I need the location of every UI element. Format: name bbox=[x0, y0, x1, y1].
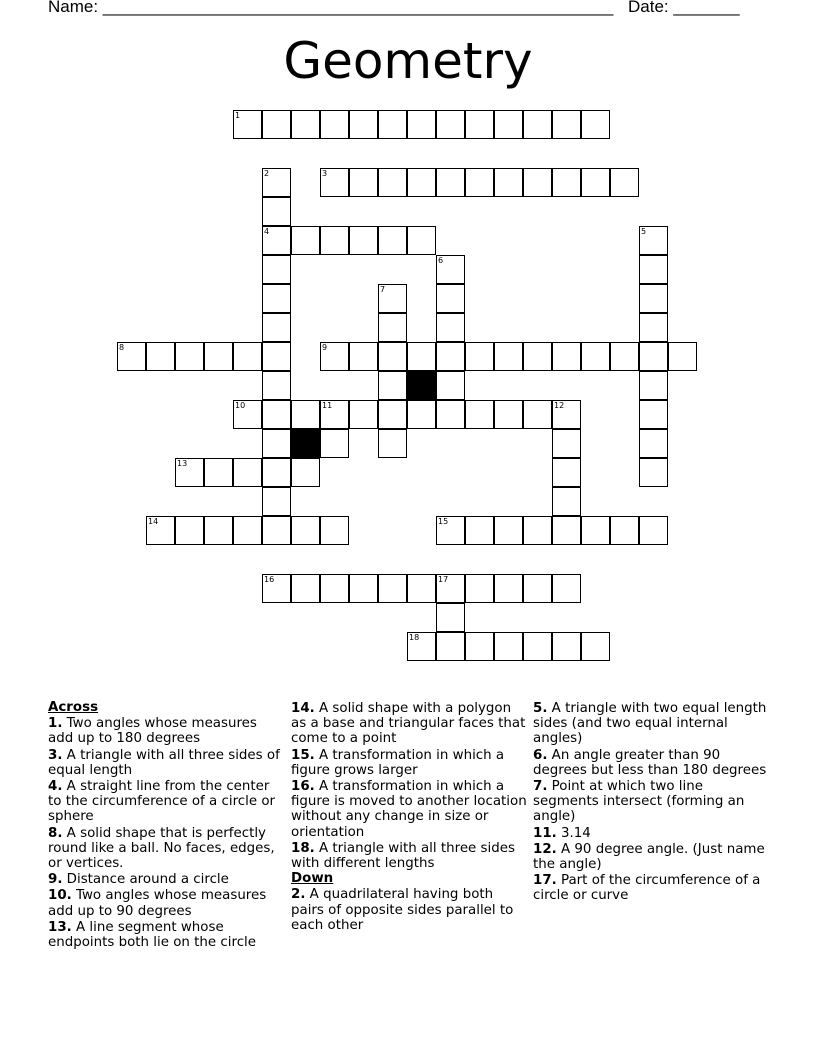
grid-cell[interactable] bbox=[407, 168, 436, 197]
grid-cell[interactable] bbox=[349, 342, 378, 371]
grid-cell[interactable] bbox=[552, 342, 581, 371]
grid-cell[interactable] bbox=[436, 284, 465, 313]
grid-cell[interactable] bbox=[465, 342, 494, 371]
clue-section-heading: Down bbox=[291, 871, 334, 887]
grid-cell[interactable] bbox=[349, 574, 378, 603]
clue-number: 15 bbox=[438, 517, 449, 526]
grid-cell[interactable] bbox=[262, 516, 291, 545]
black-square bbox=[291, 429, 320, 458]
clue-item-number: 1. bbox=[48, 716, 63, 732]
grid-cell[interactable] bbox=[262, 342, 291, 371]
grid-cell[interactable] bbox=[436, 313, 465, 342]
grid-cell[interactable] bbox=[523, 632, 552, 661]
grid-cell[interactable] bbox=[523, 574, 552, 603]
grid-cell[interactable] bbox=[378, 371, 407, 400]
clue-section-heading: Across bbox=[48, 700, 99, 715]
clue-item bbox=[48, 779, 284, 825]
grid-cell[interactable] bbox=[465, 632, 494, 661]
grid-cell[interactable] bbox=[320, 226, 349, 255]
grid-cell[interactable] bbox=[146, 516, 175, 545]
clue-item-text: A transformation in which a figure is moved to another location without any change in size or orientation bbox=[291, 779, 527, 840]
grid-cell[interactable] bbox=[378, 313, 407, 342]
grid-cell[interactable] bbox=[320, 516, 349, 545]
grid-cell[interactable] bbox=[436, 168, 465, 197]
grid-cell[interactable] bbox=[407, 110, 436, 139]
clue-item-number: 8. bbox=[48, 825, 63, 841]
clue-item-text: A 90 degree angle. (Just name the angle) bbox=[533, 841, 765, 873]
grid-cell[interactable] bbox=[494, 168, 523, 197]
clue-column-1 bbox=[48, 700, 284, 950]
clue-item-text: Point at which two line segments intersect (forming an angle) bbox=[533, 779, 745, 825]
grid-cell[interactable] bbox=[291, 516, 320, 545]
clue-item bbox=[533, 842, 769, 872]
clue-item-number: 6. bbox=[533, 747, 548, 763]
clue-column-3 bbox=[533, 700, 769, 904]
grid-cell[interactable] bbox=[262, 487, 291, 516]
grid-cell[interactable] bbox=[523, 168, 552, 197]
grid-cell[interactable] bbox=[436, 371, 465, 400]
clue-number: 10 bbox=[235, 401, 246, 410]
clue-item-number: 3. bbox=[48, 747, 63, 763]
grid-cell[interactable] bbox=[175, 516, 204, 545]
grid-cell[interactable] bbox=[523, 400, 552, 429]
grid-cell[interactable] bbox=[175, 342, 204, 371]
grid-cell[interactable] bbox=[204, 458, 233, 487]
grid-cell[interactable] bbox=[436, 574, 465, 603]
clue-number: 8 bbox=[119, 343, 125, 352]
grid-cell[interactable] bbox=[262, 110, 291, 139]
clue-item-number: 18. bbox=[291, 840, 315, 856]
clue-item bbox=[291, 701, 527, 747]
clue-item-number: 11. bbox=[533, 825, 557, 841]
grid-cell[interactable] bbox=[262, 284, 291, 313]
page-title: Geometry bbox=[283, 32, 533, 90]
clue-item bbox=[48, 872, 284, 887]
clue-item-text: A triangle with all three sides with different lengths bbox=[291, 840, 515, 872]
grid-cell[interactable] bbox=[639, 516, 668, 545]
grid-cell[interactable] bbox=[639, 284, 668, 313]
grid-cell[interactable] bbox=[465, 400, 494, 429]
grid-cell[interactable] bbox=[465, 574, 494, 603]
clue-item-text: 3.14 bbox=[561, 825, 591, 841]
grid-cell[interactable] bbox=[262, 458, 291, 487]
clue-number: 9 bbox=[322, 343, 328, 352]
clue-item bbox=[291, 887, 527, 933]
clue-number: 3 bbox=[322, 169, 328, 178]
grid-cell[interactable] bbox=[378, 342, 407, 371]
grid-cell[interactable] bbox=[291, 226, 320, 255]
grid-cell[interactable] bbox=[465, 168, 494, 197]
grid-cell[interactable] bbox=[378, 429, 407, 458]
grid-cell[interactable] bbox=[610, 516, 639, 545]
clue-item bbox=[48, 716, 284, 746]
clue-item bbox=[48, 748, 284, 778]
clue-item bbox=[48, 826, 284, 872]
grid-cell[interactable] bbox=[320, 429, 349, 458]
grid-cell[interactable] bbox=[204, 342, 233, 371]
grid-cell[interactable] bbox=[378, 284, 407, 313]
clue-item-text: A solid shape with a polygon as a base and triangular faces that come to a point bbox=[291, 701, 526, 747]
clue-number: 4 bbox=[264, 227, 270, 236]
clue-number: 7 bbox=[380, 285, 386, 294]
grid-cell[interactable] bbox=[494, 632, 523, 661]
grid-cell[interactable] bbox=[291, 574, 320, 603]
grid-cell[interactable] bbox=[436, 603, 465, 632]
grid-cell[interactable] bbox=[523, 342, 552, 371]
clue-number: 1 bbox=[235, 111, 241, 120]
name-field[interactable]: Name: ______________________________________________________ bbox=[48, 0, 614, 16]
clue-number: 6 bbox=[438, 256, 444, 265]
grid-cell[interactable] bbox=[262, 313, 291, 342]
grid-cell[interactable] bbox=[349, 226, 378, 255]
clue-item bbox=[291, 748, 527, 778]
clue-number: 12 bbox=[554, 401, 565, 410]
grid-cell[interactable] bbox=[639, 458, 668, 487]
grid-cell[interactable] bbox=[552, 574, 581, 603]
clue-item bbox=[291, 779, 527, 840]
grid-cell[interactable] bbox=[262, 197, 291, 226]
grid-cell[interactable] bbox=[407, 226, 436, 255]
grid-cell[interactable] bbox=[581, 168, 610, 197]
clue-number: 17 bbox=[438, 575, 449, 584]
clue-item-text: A triangle with all three sides of equal length bbox=[48, 747, 280, 778]
grid-cell[interactable] bbox=[262, 429, 291, 458]
grid-cell[interactable] bbox=[581, 342, 610, 371]
clue-number: 5 bbox=[641, 227, 647, 236]
clue-column-2 bbox=[291, 700, 527, 933]
grid-cell[interactable] bbox=[233, 458, 262, 487]
grid-cell[interactable] bbox=[610, 342, 639, 371]
clue-item-text: A quadrilateral having both pairs of opposite sides parallel to each other bbox=[291, 887, 514, 933]
grid-cell[interactable] bbox=[639, 429, 668, 458]
clue-item-number: 2. bbox=[291, 887, 306, 903]
grid-cell[interactable] bbox=[378, 110, 407, 139]
clue-item-number: 15. bbox=[291, 747, 315, 763]
clue-item-text: A solid shape that is perfectly round like a ball. No faces, edges, or vertices. bbox=[48, 825, 275, 872]
clue-item-number: 10. bbox=[48, 888, 72, 904]
grid-cell[interactable] bbox=[233, 342, 262, 371]
grid-cell[interactable] bbox=[378, 400, 407, 429]
grid-cell[interactable] bbox=[552, 110, 581, 139]
clue-item bbox=[533, 701, 769, 747]
grid-cell[interactable] bbox=[436, 516, 465, 545]
clue-item-text: A line segment whose endpoints both lie on the circle bbox=[48, 919, 257, 951]
clue-item-text: Two angles whose measures add up to 180 degrees bbox=[48, 716, 257, 747]
clue-item-text: Part of the circumference of a circle or curve bbox=[533, 873, 761, 904]
black-square bbox=[407, 371, 436, 400]
grid-cell[interactable] bbox=[494, 516, 523, 545]
clue-number: 11 bbox=[322, 401, 333, 410]
grid-cell[interactable] bbox=[407, 400, 436, 429]
grid-cell[interactable] bbox=[378, 168, 407, 197]
grid-cell[interactable] bbox=[262, 371, 291, 400]
clue-item-number: 4. bbox=[48, 779, 63, 795]
grid-cell[interactable] bbox=[407, 574, 436, 603]
clue-item-text: Distance around a circle bbox=[66, 872, 229, 888]
clue-item-number: 13. bbox=[48, 919, 72, 935]
grid-cell[interactable] bbox=[291, 400, 320, 429]
grid-cell[interactable] bbox=[465, 110, 494, 139]
grid-cell[interactable] bbox=[639, 313, 668, 342]
grid-cell[interactable] bbox=[639, 342, 668, 371]
grid-cell[interactable] bbox=[523, 110, 552, 139]
grid-cell[interactable] bbox=[552, 429, 581, 458]
clue-number: 14 bbox=[148, 517, 159, 526]
grid-cell[interactable] bbox=[175, 458, 204, 487]
clue-item bbox=[533, 779, 769, 825]
grid-cell[interactable] bbox=[436, 632, 465, 661]
clue-item-number: 7. bbox=[533, 779, 548, 795]
grid-cell[interactable] bbox=[204, 516, 233, 545]
grid-cell[interactable] bbox=[581, 110, 610, 139]
clue-item-number: 16. bbox=[291, 779, 315, 795]
grid-cell[interactable] bbox=[523, 516, 552, 545]
clue-item-number: 12. bbox=[533, 841, 557, 857]
grid-cell[interactable] bbox=[262, 255, 291, 284]
grid-cell[interactable] bbox=[639, 226, 668, 255]
clue-item bbox=[533, 826, 769, 841]
clue-item-number: 17. bbox=[533, 873, 557, 889]
grid-cell[interactable] bbox=[407, 342, 436, 371]
grid-cell[interactable] bbox=[378, 226, 407, 255]
clue-item bbox=[533, 873, 769, 903]
grid-cell[interactable] bbox=[349, 110, 378, 139]
grid-cell[interactable] bbox=[610, 168, 639, 197]
grid-cell[interactable] bbox=[552, 487, 581, 516]
grid-cell[interactable] bbox=[494, 110, 523, 139]
grid-cell[interactable] bbox=[320, 110, 349, 139]
grid-cell[interactable] bbox=[639, 371, 668, 400]
grid-cell[interactable] bbox=[146, 342, 175, 371]
grid-cell[interactable] bbox=[320, 342, 349, 371]
clue-item bbox=[48, 920, 284, 950]
grid-cell[interactable] bbox=[581, 516, 610, 545]
grid-cell[interactable] bbox=[349, 400, 378, 429]
grid-cell[interactable] bbox=[262, 400, 291, 429]
clue-item-number: 14. bbox=[291, 701, 315, 716]
grid-cell[interactable] bbox=[262, 574, 291, 603]
clue-number: 2 bbox=[264, 169, 270, 178]
grid-cell[interactable] bbox=[436, 400, 465, 429]
grid-cell[interactable] bbox=[233, 516, 262, 545]
clue-item bbox=[48, 888, 284, 918]
clue-number: 13 bbox=[177, 459, 188, 468]
clue-item bbox=[533, 748, 769, 778]
clue-item-number: 9. bbox=[48, 872, 63, 888]
grid-cell[interactable] bbox=[117, 342, 146, 371]
grid-cell[interactable] bbox=[378, 574, 407, 603]
grid-cell[interactable] bbox=[436, 255, 465, 284]
clue-item-number: 5. bbox=[533, 701, 548, 716]
grid-cell[interactable] bbox=[320, 400, 349, 429]
grid-cell[interactable] bbox=[552, 400, 581, 429]
grid-cell[interactable] bbox=[291, 458, 320, 487]
clue-item-text: Two angles whose measures add up to 90 degrees bbox=[48, 888, 267, 919]
clue-item bbox=[291, 841, 527, 871]
clue-item-text: A straight line from the center to the circumference of a circle or sphere bbox=[48, 779, 276, 825]
grid-cell[interactable] bbox=[262, 226, 291, 255]
grid-cell[interactable] bbox=[494, 574, 523, 603]
grid-cell[interactable] bbox=[639, 255, 668, 284]
clue-item-text: A triangle with two equal length sides (and two equal internal angles) bbox=[533, 701, 767, 747]
grid-cell[interactable] bbox=[407, 632, 436, 661]
grid-cell[interactable] bbox=[552, 168, 581, 197]
grid-cell[interactable] bbox=[552, 516, 581, 545]
grid-cell[interactable] bbox=[436, 342, 465, 371]
grid-cell[interactable] bbox=[233, 110, 262, 139]
grid-cell[interactable] bbox=[233, 400, 262, 429]
clue-item-text: An angle greater than 90 degrees but less than 180 degrees bbox=[533, 747, 767, 778]
grid-cell[interactable] bbox=[552, 458, 581, 487]
grid-cell[interactable] bbox=[639, 400, 668, 429]
grid-cell[interactable] bbox=[668, 342, 697, 371]
clue-number: 18 bbox=[409, 633, 420, 642]
grid-cell[interactable] bbox=[465, 516, 494, 545]
grid-cell[interactable] bbox=[262, 168, 291, 197]
clue-number: 16 bbox=[264, 575, 275, 584]
grid-cell[interactable] bbox=[349, 168, 378, 197]
grid-cell[interactable] bbox=[581, 632, 610, 661]
grid-cell[interactable] bbox=[494, 342, 523, 371]
grid-cell[interactable] bbox=[494, 400, 523, 429]
date-field[interactable]: Date: _______ bbox=[628, 0, 740, 16]
grid-cell[interactable] bbox=[320, 574, 349, 603]
grid-cell[interactable] bbox=[320, 168, 349, 197]
grid-cell[interactable] bbox=[291, 110, 320, 139]
grid-cell[interactable] bbox=[552, 632, 581, 661]
grid-cell[interactable] bbox=[436, 110, 465, 139]
clue-item-text: A transformation in which a figure grows larger bbox=[291, 747, 505, 778]
